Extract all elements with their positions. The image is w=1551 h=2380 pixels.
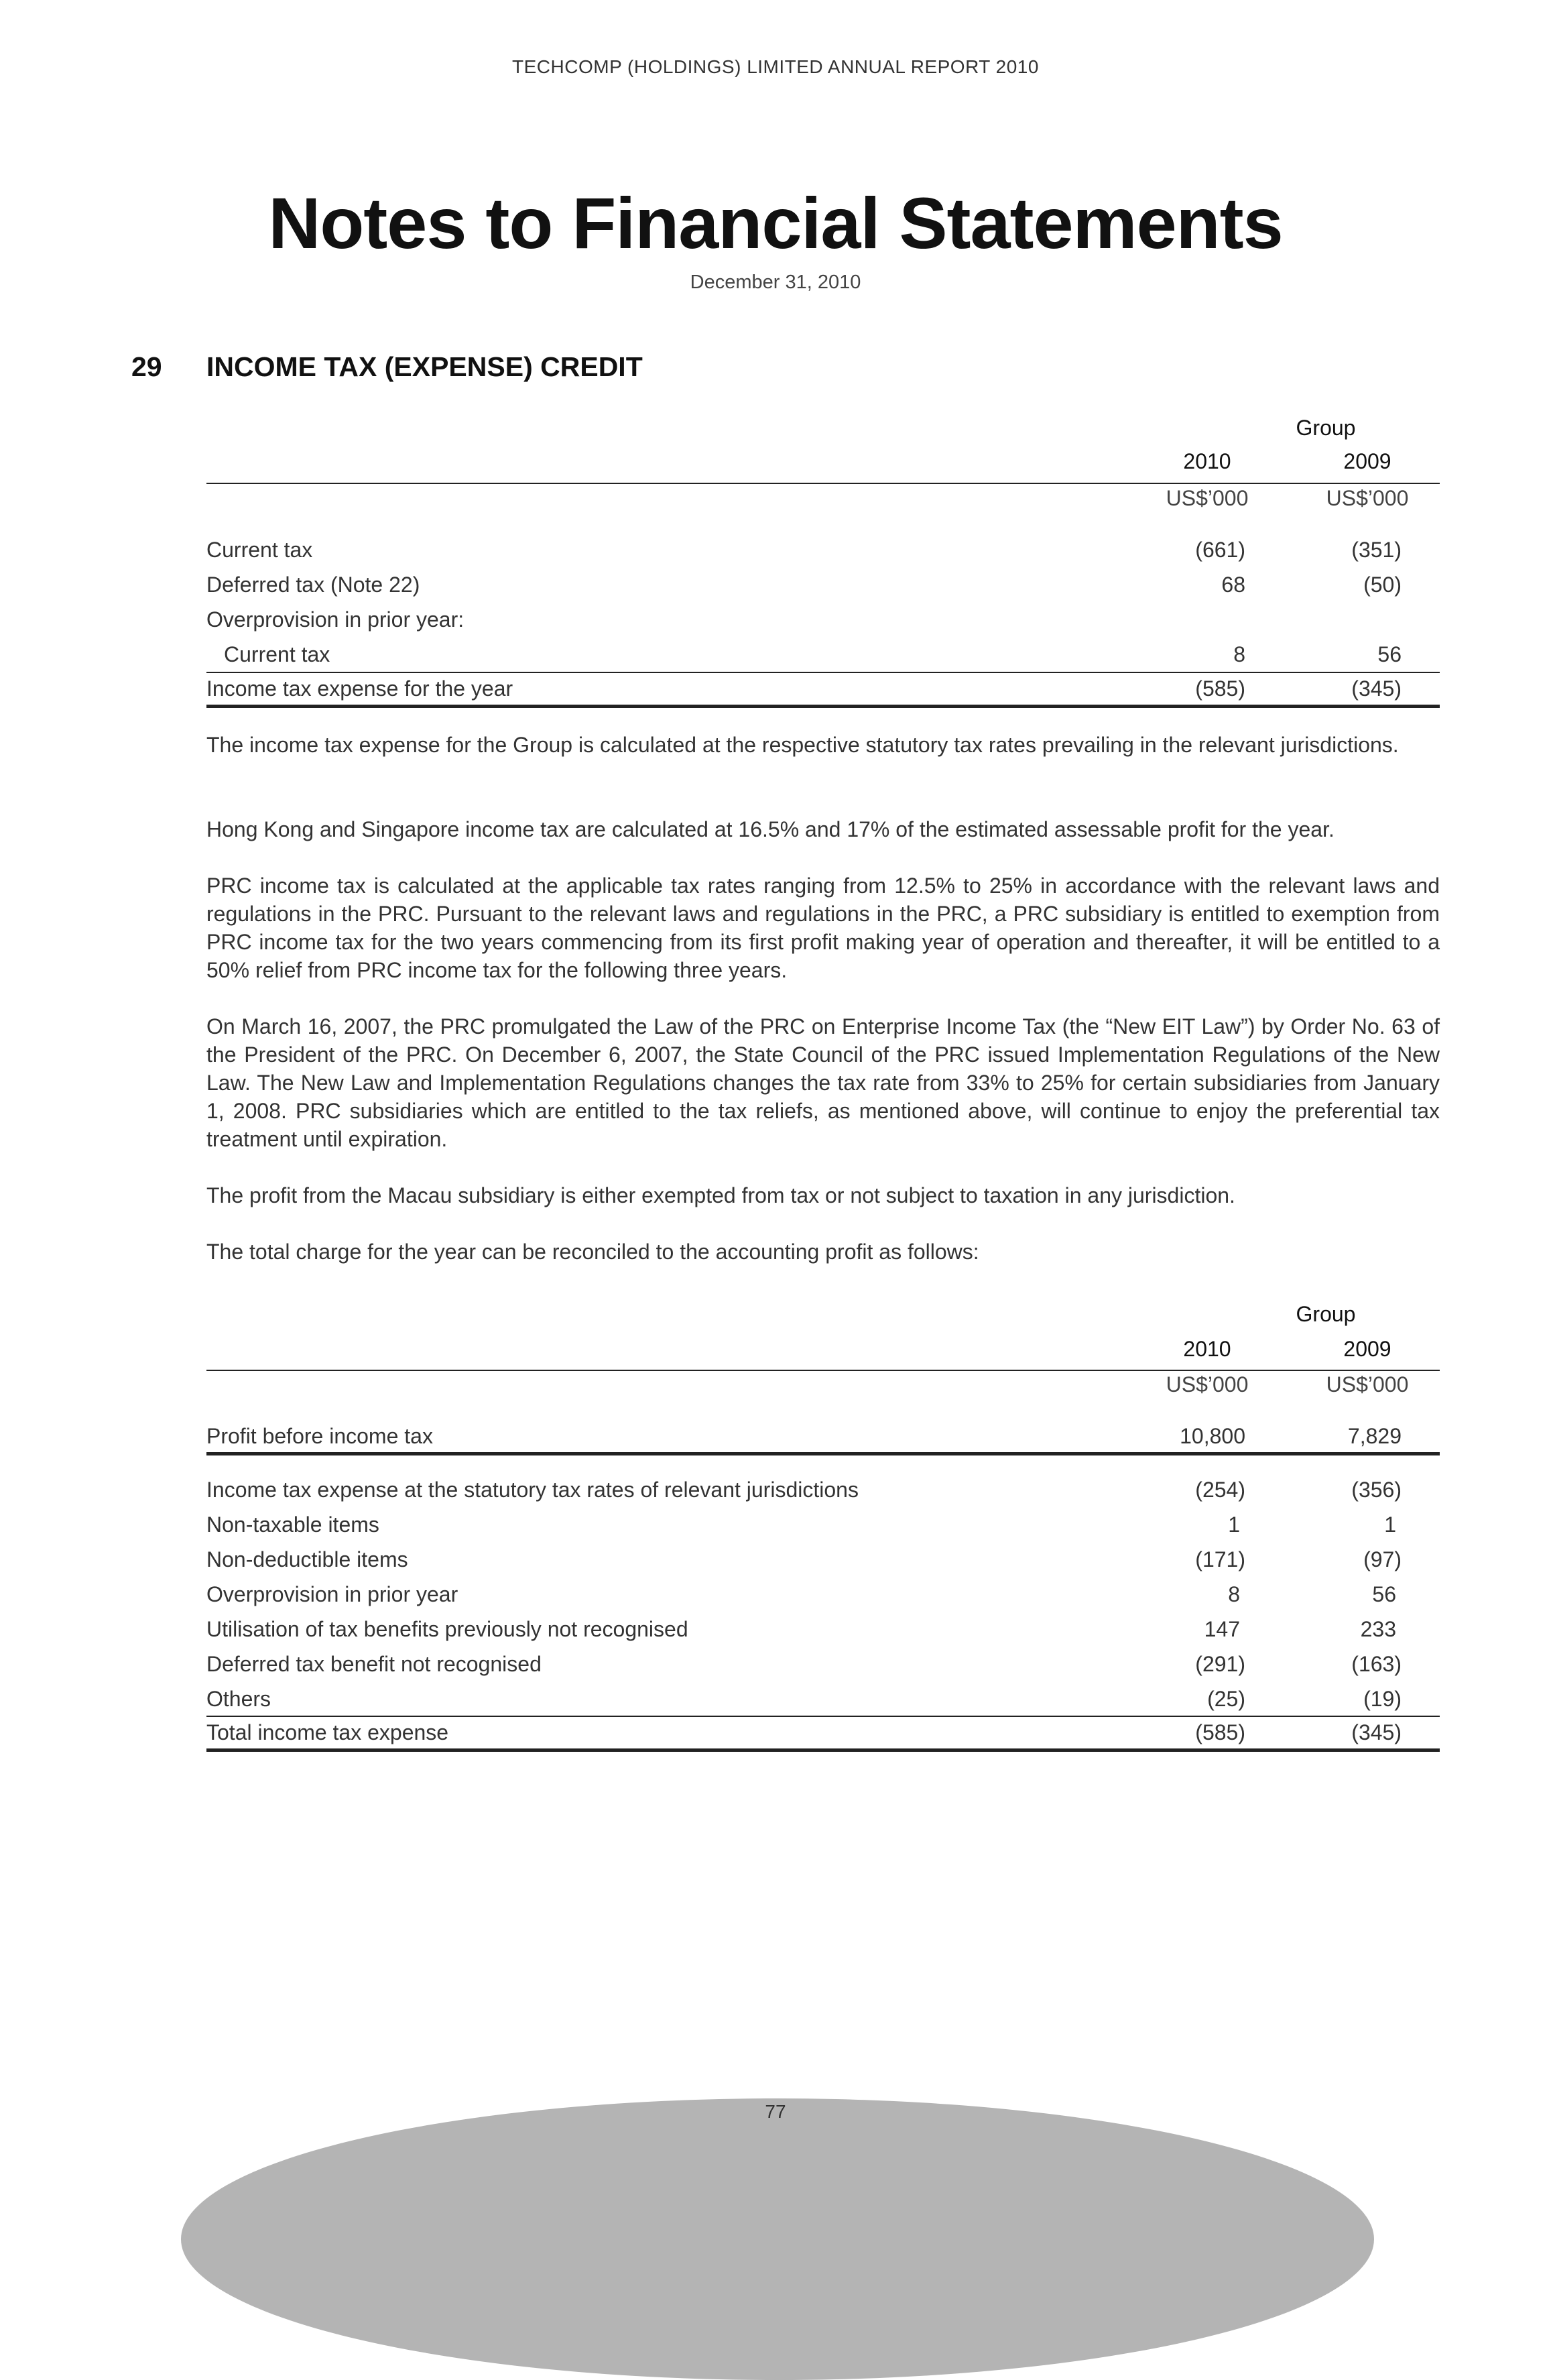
- value-2010: 1: [1228, 1512, 1240, 1537]
- footer-arc-decoration: [181, 2098, 1374, 2380]
- total-2009: (345): [1351, 1720, 1402, 1744]
- year-2010-header: 2010: [1183, 449, 1231, 473]
- row-label: Non-taxable items: [206, 1512, 379, 1537]
- double-rule: [206, 705, 1440, 708]
- year-2010-header: 2010: [1183, 1337, 1231, 1361]
- row-label: Profit before income tax: [206, 1424, 433, 1448]
- year-2009-header: 2009: [1343, 449, 1391, 473]
- table-row: [206, 538, 1440, 567]
- double-rule: [206, 1748, 1440, 1752]
- row-label: Overprovision in prior year:: [206, 607, 464, 632]
- currency-header-2010: US$’000: [1166, 1372, 1249, 1396]
- value-2010: (291): [1195, 1652, 1245, 1676]
- profit-row: [206, 1424, 1440, 1453]
- value-2010: 147: [1204, 1617, 1240, 1641]
- row-label: Deferred tax benefit not recognised: [206, 1652, 542, 1676]
- table-header-group: [206, 1302, 1440, 1331]
- currency-header-2009: US$’000: [1326, 1372, 1409, 1396]
- group-column-label: Group: [1296, 1302, 1356, 1326]
- divider: [206, 1370, 1440, 1371]
- table-header-years: [206, 1337, 1440, 1366]
- total-row: [206, 1720, 1440, 1750]
- row-label: Utilisation of tax benefits previously not recognised: [206, 1617, 688, 1641]
- value-2009: (356): [1351, 1478, 1402, 1502]
- value-2009: (19): [1363, 1687, 1402, 1711]
- table-row: [206, 573, 1440, 602]
- total-label: Total income tax expense: [206, 1720, 449, 1744]
- value-2010: 8: [1228, 1582, 1240, 1606]
- paragraph: The income tax expense for the Group is calculated at the respective statutory tax rates prevailing in the relevant jurisdictions.: [206, 733, 1399, 757]
- row-label: Non-deductible items: [206, 1547, 408, 1571]
- paragraph: PRC income tax is calculated at the applicable tax rates ranging from 12.5% to 25% in accordance with the relevant laws and regulations in the PRC. Pursuant to the relevant laws and regulations in the PRC, a PRC subsidiary is entitled to exemption from PRC income tax for the two years commencing from its first profit making year of operation and thereafter, it will be entitled to a 50% relief from PRC income tax for the following three years.: [206, 874, 1440, 982]
- table-row: [206, 1652, 1440, 1681]
- group-column-label: Group: [1296, 416, 1356, 440]
- value-2009: (97): [1363, 1547, 1402, 1571]
- note-title: INCOME TAX (EXPENSE) CREDIT: [206, 351, 643, 382]
- value-2010: 8: [1233, 642, 1245, 666]
- page-title: Notes to Financial Statements: [268, 182, 1283, 263]
- table-row: [206, 1478, 1440, 1507]
- page-number: 77: [765, 2101, 786, 2122]
- divider: [206, 1716, 1440, 1717]
- paragraph: Hong Kong and Singapore income tax are calculated at 16.5% and 17% of the estimated assessable profit for the year.: [206, 817, 1335, 841]
- value-2009: 233: [1360, 1617, 1396, 1641]
- year-2009-header: 2009: [1343, 1337, 1391, 1361]
- divider: [206, 483, 1440, 484]
- value-2009: 1: [1384, 1512, 1396, 1537]
- total-2010: (585): [1195, 676, 1245, 701]
- value-2009: 7,829: [1347, 1424, 1402, 1448]
- paragraph: On March 16, 2007, the PRC promulgated the Law of the PRC on Enterprise Income Tax (the “New EIT Law”) by Order No. 63 of the President of the PRC. On December 6, 2007, the State Council of the PRC issued Implementation Regulations of the New Law. The New Law and Implementation Regulations changes the tax rate from 33% to 25% for certain subsidiaries from January 1, 2008. PRC subsidiaries which are entitled to the tax reliefs, as mentioned above, will continue to enjoy the preferential tax treatment until expiration.: [206, 1014, 1440, 1151]
- divider: [206, 672, 1440, 673]
- value-2010: (171): [1195, 1547, 1245, 1571]
- value-2010: (254): [1195, 1478, 1245, 1502]
- row-label: Others: [206, 1687, 271, 1711]
- total-label: Income tax expense for the year: [206, 676, 513, 701]
- table-header-years: [206, 449, 1440, 479]
- total-row: [206, 676, 1440, 706]
- currency-header-2009: US$’000: [1326, 486, 1409, 510]
- page-date: December 31, 2010: [690, 272, 861, 293]
- table-header-currency: [206, 486, 1440, 516]
- note-number: 29: [131, 351, 162, 382]
- table-row: [206, 1547, 1440, 1577]
- value-2009: (163): [1351, 1652, 1402, 1676]
- value-2009: (50): [1363, 573, 1402, 597]
- divider: [206, 1452, 1440, 1455]
- value-2009: (351): [1351, 538, 1402, 562]
- row-label: Deferred tax (Note 22): [206, 573, 420, 597]
- paragraph: The total charge for the year can be reconciled to the accounting profit as follows:: [206, 1240, 979, 1264]
- table-row: [206, 607, 1440, 637]
- value-2010: 10,800: [1180, 1424, 1245, 1448]
- row-label: Income tax expense at the statutory tax rates of relevant jurisdictions: [206, 1478, 859, 1502]
- value-2009: 56: [1377, 642, 1402, 666]
- table-row: [206, 1687, 1440, 1716]
- currency-header-2010: US$’000: [1166, 486, 1249, 510]
- value-2009: 56: [1372, 1582, 1396, 1606]
- total-2010: (585): [1195, 1720, 1245, 1744]
- value-2010: (25): [1207, 1687, 1245, 1711]
- report-header: TECHCOMP (HOLDINGS) LIMITED ANNUAL REPORT 2010: [512, 56, 1039, 77]
- table-header-group: [206, 416, 1440, 445]
- table-row: [206, 1512, 1440, 1542]
- table-row: [206, 1617, 1440, 1647]
- total-2009: (345): [1351, 676, 1402, 701]
- table-header-currency: [206, 1372, 1440, 1402]
- table-row: [206, 642, 1440, 672]
- row-label: Overprovision in prior year: [206, 1582, 458, 1606]
- paragraph: The profit from the Macau subsidiary is either exempted from tax or not subject to taxation in any jurisdiction.: [206, 1183, 1235, 1207]
- table-row: [206, 1582, 1440, 1612]
- row-label: Current tax: [206, 538, 313, 562]
- row-label: Current tax: [224, 642, 330, 666]
- value-2010: (661): [1195, 538, 1245, 562]
- value-2010: 68: [1221, 573, 1245, 597]
